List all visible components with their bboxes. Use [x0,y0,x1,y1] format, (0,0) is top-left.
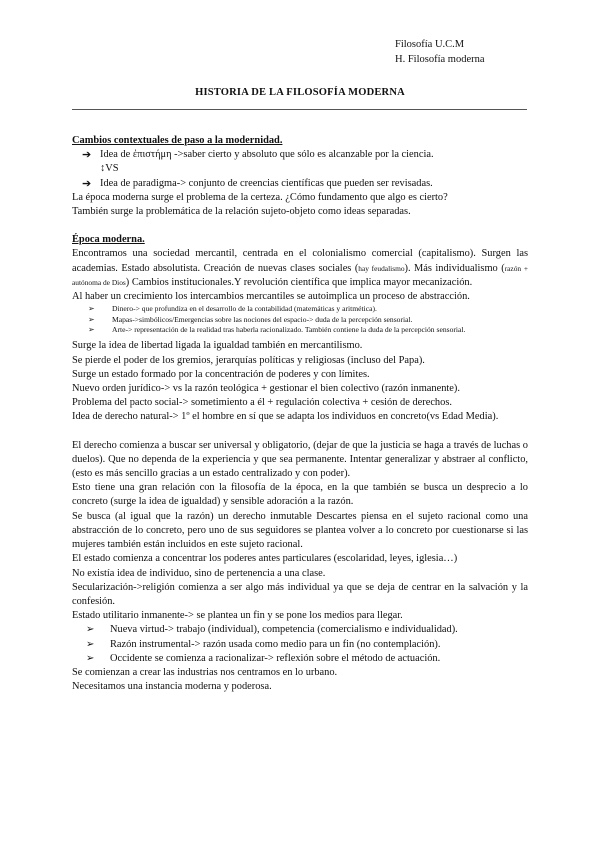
paragraph: Esto tiene una gran relación con la filosofía de la época, en la que también se busca un desprecio a lo concreto (surge la idea de igualdad) y sensible adoración a la razón. [72,482,528,508]
versus-marker: ↕VS [100,163,119,175]
paragraph: Se comienzan a crear las industrias nos centramos en lo urbano. [72,666,338,678]
small-note: razón + autónoma de Dios [72,263,528,287]
bullet-text: Idea de ἐπιστήμη ->saber cierto y absoluto que sólo es alcanzable por la ciencia. [100,149,434,161]
paragraph: La época moderna surge el problema de la certeza. ¿Cómo fundamento que algo es cierto? [72,191,448,203]
page-header [395,37,485,67]
document-title: HISTORIA DE LA FILOSOFÍA MODERNA [195,87,405,98]
paragraph: El estado comienza a concentrar los poderes antes particulares (escolaridad, leyes, iglesia…) [72,553,458,565]
sub-bullet: ➢ Dinero-> que profundiza en el desarrollo de la contabilidad (matemáticas y aritmética). [88,304,377,314]
paragraph: Nuevo orden jurídico-> vs la razón teológica + gestionar el bien colectivo (razón inmanente). [72,383,460,395]
header-course: Filosofía U.C.M [395,39,465,50]
section-heading-cambios: Cambios contextuales de paso a la modernidad. [72,135,283,146]
paragraph: Surge un estado formado por la concentración de poderes y con límites. [72,368,370,380]
bullet-item: ➢ Occidente se comienza a racionalizar-> reflexión sobre el método de actuación. [72,652,528,666]
paragraph: El derecho comienza a buscar ser universal y obligatorio, (dejar de que la justicia se haga a través de luchas o duelos). Que no dependa de la experiencia y que sea permanente. Intentar generalizar y abstraer al conflicto, (esto es más sencillo gracias a un estado centralizado y con poder). [72,439,528,480]
paragraph: Se pierde el poder de los gremios, jerarquías políticas y religiosas (incluso del Papa). [72,354,425,366]
bullet-item: ➢ Nueva virtud-> trabajo (individual), competencia (comercialismo e individualidad). [72,623,528,637]
paragraph: Necesitamos una instancia moderna y poderosa. [72,681,272,693]
paragraph: Encontramos una sociedad mercantil, centrada en el colonialismo comercial (capitalismo). Surgen las academias. Estado absolutista. Creación de nuevas clases sociales (hay feudalismo). Más individualismo (razón + autónoma de Dios) Cambios institucionales.Y revolución científica que implica mayor mecanización. [72,248,528,288]
section-heading-epoca: Época moderna. [72,234,145,246]
document-body [72,134,528,694]
bullet-text: Idea de paradigma-> conjunto de creencias científicas que pueden ser revisadas. [100,177,433,189]
header-subject: H. Filosofía moderna [395,54,485,65]
bullet-episteme [72,148,528,162]
paragraph: Se busca (al igual que la razón) un derecho inmutable Descartes piensa en el sujeto racional como una abstracción de lo concreto, pero uno de sus seguidores se plantea volver a lo concreto por cuestionarse si las mujeres también están incluidos en este sujeto racional. [72,510,528,551]
sub-bullet: ➢ Arte-> representación de la realidad tras haberla racionalizado. También contiene la duda de la percepción sensorial. [88,325,466,335]
arrow-bullet-icon: ➔ [82,177,92,190]
title-divider [72,109,527,110]
paragraph: Problema del pacto social-> sometimiento a él + regulación colectiva + cesión de derechos. [72,397,452,409]
arrowhead-bullet-icon: ➢ [88,314,95,324]
bullet-paradigma [72,177,528,191]
paragraph: Secularización->religión comienza a ser algo más individual ya que se deja de centrar en la salvación y la confesión. [72,581,528,607]
arrowhead-bullet-icon: ➢ [86,624,95,636]
paragraph: No existía idea de individuo, sino de pertenencia a una clase. [72,567,326,579]
arrow-bullet-icon: ➔ [82,149,92,162]
sub-bullet: ➢ Mapas->simbólicos/Emergencias sobre las nociones del espacio-> duda de la percepción sensorial. [88,314,413,324]
paragraph: Surge la idea de libertad ligada la igualdad también en mercantilismo. [72,340,363,352]
arrowhead-bullet-icon: ➢ [88,304,95,314]
small-note: hay feudalismo [358,263,405,273]
arrowhead-bullet-icon: ➢ [88,325,95,335]
paragraph: Idea de derecho natural-> 1º el hombre en sí que se adapta los individuos en concreto(vs Edad Media). [72,411,499,423]
bullet-item: ➢ Razón instrumental-> razón usada como medio para un fin (no contemplación). [72,638,528,652]
paragraph: Estado utilitario inmanente-> se plantea un fin y se pone los medios para llegar. [72,610,403,622]
paragraph: Al haber un crecimiento los intercambios mercantiles se autoimplica un proceso de abstracción. [72,291,470,303]
arrowhead-bullet-icon: ➢ [86,652,95,664]
arrowhead-bullet-icon: ➢ [86,638,95,650]
paragraph: También surge la problemática de la relación sujeto-objeto como ideas separadas. [72,206,411,218]
